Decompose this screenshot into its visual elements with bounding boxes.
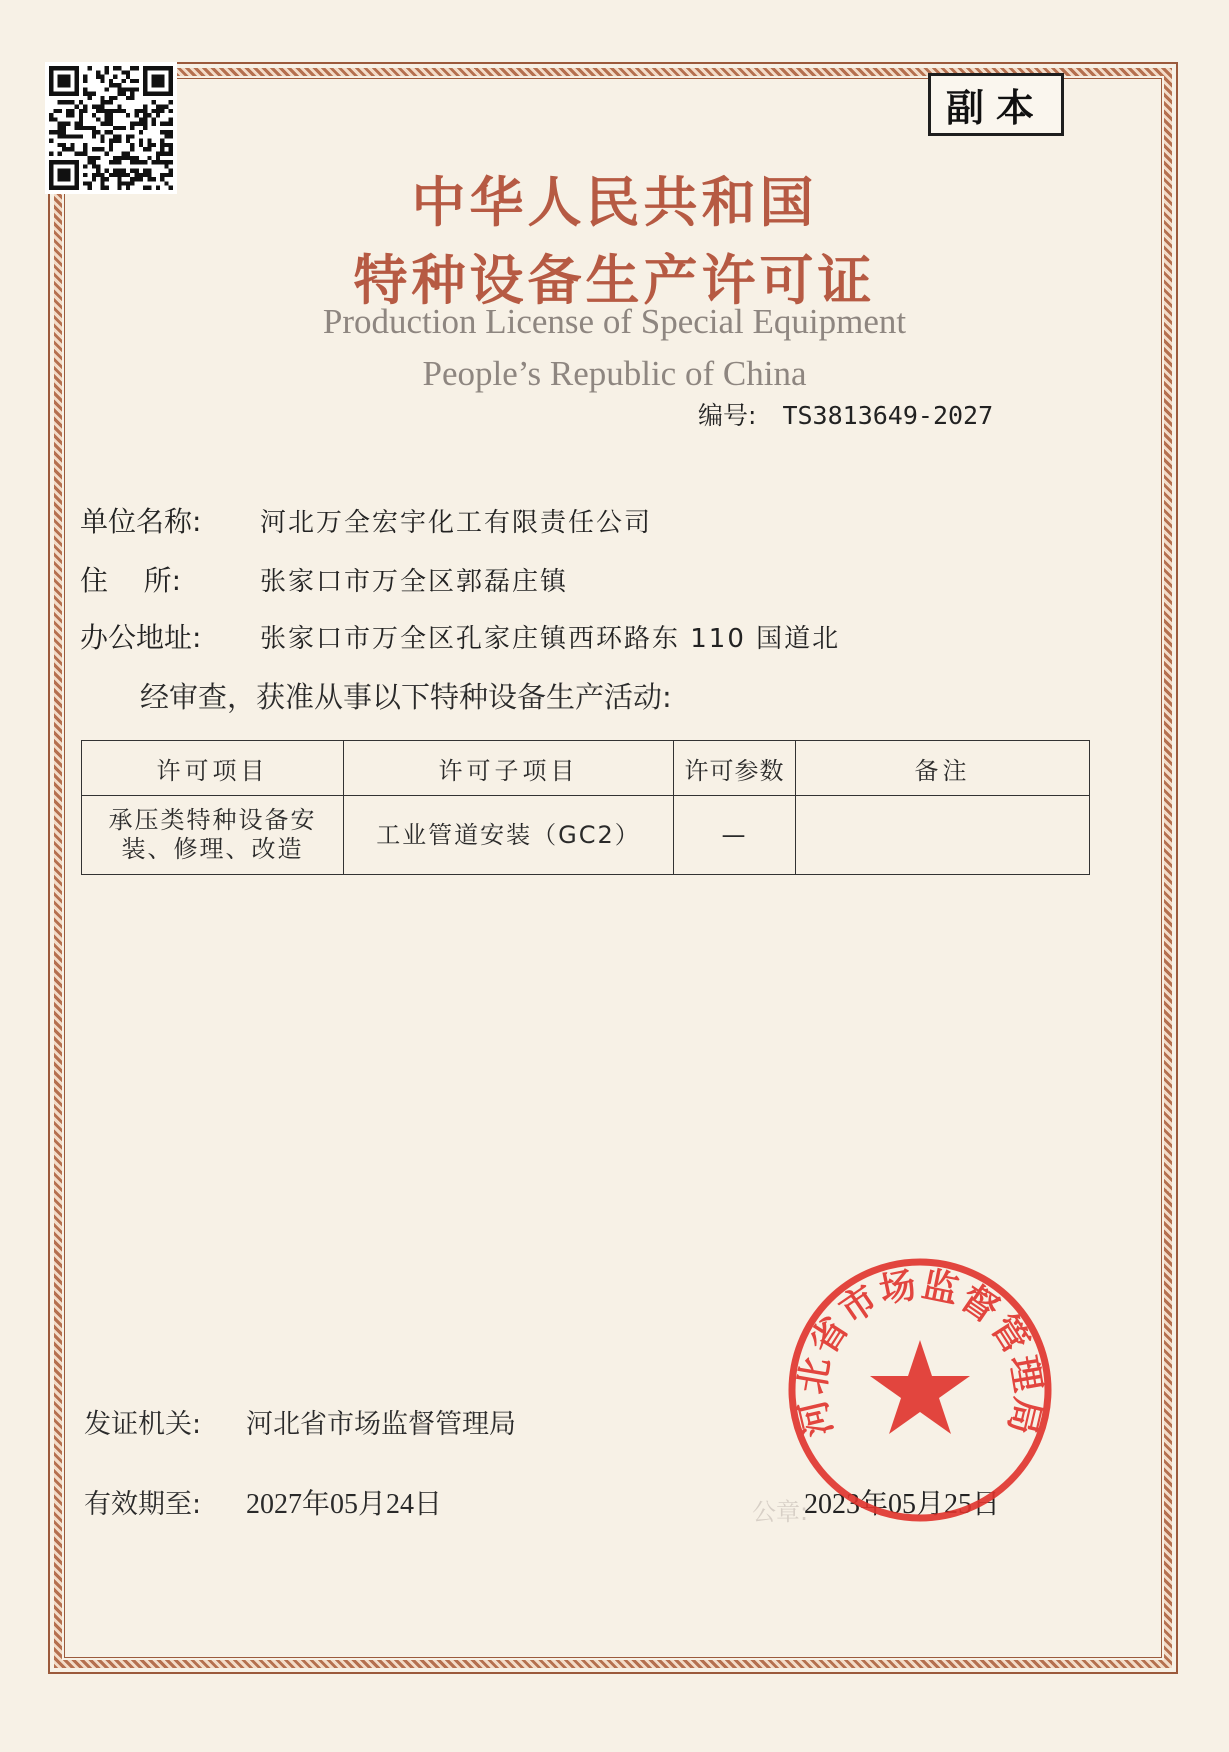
- table-row: [82, 796, 1090, 875]
- header-subitem: 许可子项目: [344, 741, 674, 796]
- title-english-line1: Production License of Special Equipment: [322, 302, 907, 341]
- cell-remarks: [796, 796, 1090, 875]
- cell-subitem: 工业管道安装（GC2）: [344, 796, 674, 875]
- table-header-row: [82, 741, 1090, 796]
- copy-stamp: 副本: [928, 73, 1064, 136]
- header-remarks: 备注: [796, 741, 1090, 796]
- official-seal-icon: [785, 1255, 1055, 1525]
- validity-row: [84, 1482, 442, 1522]
- title-chinese-line1: 中华人民共和国: [411, 171, 818, 234]
- header-params: 许可参数: [674, 741, 796, 796]
- unit-name-label: 单位名称:: [80, 505, 202, 538]
- unit-name-row: [80, 500, 652, 540]
- cell-params: —: [674, 796, 796, 875]
- cell-item: 承压类特种设备安装、修理、改造: [82, 796, 344, 875]
- office-value: 张家口市万全区孔家庄镇西环路东 110 国道北: [260, 624, 841, 654]
- title-english-line2: People’s Republic of China: [422, 354, 807, 393]
- address-value: 张家口市万全区郭磊庄镇: [260, 567, 569, 597]
- unit-name-value: 河北万全宏宇化工有限责任公司: [260, 508, 653, 538]
- seal-label: 公章:: [752, 1498, 809, 1526]
- serial-value: TS3813649-2027: [782, 401, 994, 430]
- license-items-table: [81, 740, 1090, 875]
- validity-value: 2027年05月24日: [246, 1489, 443, 1520]
- address-row: [80, 559, 568, 599]
- serial-label: 编号:: [698, 401, 757, 430]
- approval-statement: 经审查，获准从事以下特种设备生产活动:: [140, 680, 672, 714]
- issue-date: 2023年05月25日: [804, 1489, 1001, 1520]
- title-chinese-line2: 特种设备生产许可证: [353, 249, 876, 312]
- issuer-row: [84, 1402, 516, 1441]
- header-item: 许可项目: [82, 741, 344, 796]
- validity-label: 有效期至:: [84, 1489, 202, 1520]
- issuer-value: 河北省市场监督管理局: [246, 1409, 516, 1440]
- serial-number: [698, 396, 993, 432]
- address-label: 住 所:: [80, 564, 182, 597]
- office-row: [80, 616, 840, 656]
- office-label: 办公地址:: [80, 621, 202, 654]
- svg-text:河北省市场监督管理局: 河北省市场监督管理局: [791, 1264, 1049, 1441]
- issuer-label: 发证机关:: [84, 1409, 202, 1440]
